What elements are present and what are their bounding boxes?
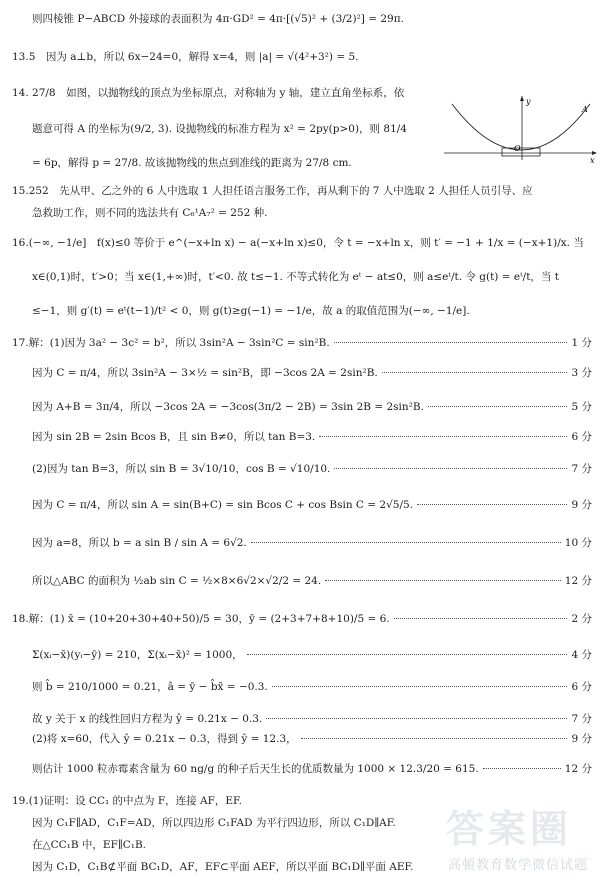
sol-18-step3: 则 b̂ = 210/1000 = 0.21，â = ȳ − b̂x̄ = −0.3. 6 分	[32, 681, 592, 693]
sol-17-step2: 因为 C = π/4，所以 3sin²A − 3×½ = sin²B，即 −3cos 2A = 2sin²B. 3 分	[32, 367, 592, 379]
sol-18-step2: Σ(xᵢ−x̄)(yᵢ−ȳ) = 210，Σ(xᵢ−x̄)² = 1000， 4 分	[32, 649, 592, 661]
sol-18-step6: 则估计 1000 粒赤霉素含量为 60 ng/g 的种子后天生长的优质数量为 1000 × 12.3/20 = 615. 12 分	[32, 763, 592, 775]
sol-19-line1: 19.(1)证明：设 CC₁ 的中点为 F，连接 AF，EF.	[12, 795, 243, 807]
origin-label: O	[514, 144, 521, 153]
watermark-logo-icon: 答案圈	[445, 807, 572, 851]
sol-14-line2: 题意可得 A 的坐标为(9/2, 3). 设抛物线的标准方程为 x² = 2py(p>0)，则 81/4	[32, 123, 407, 135]
lamp-box	[502, 148, 540, 156]
sol-14-line3: = 6p，解得 p = 27/8. 故该抛物线的焦点到准线的距离为 27/8 cm.	[32, 157, 352, 169]
sol-19-line3: 在△CC₁B 中，EF∥C₁B.	[32, 839, 147, 851]
sol-14-line1: 14. 27/8 如图，以抛物线的顶点为坐标原点，对称轴为 y 轴，建立直角坐标系，依	[12, 87, 405, 99]
sol-17-step7: 因为 a=8，所以 b = a sin B / sin A = 6√2. 10 分	[32, 537, 592, 549]
sol-16-line3: ≤−1，则 g′(t) = eᵗ(t−1)/t² < 0，则 g(t)≥g(−1) = −1/e，故 a 的取值范围为(−∞, −1/e].	[32, 305, 470, 317]
sol-17-step1: 17.解：(1)因为 3a² − 3c² = b²，所以 3sin²A − 3sin²C = sin²B. 1 分	[12, 337, 592, 349]
parabola-curve	[452, 104, 590, 150]
sol-17-step5: (2)因为 tan B=3，所以 sin B = 3√10/10，cos B = √10/10. 7 分	[32, 463, 592, 475]
point-a-label: A	[582, 105, 588, 114]
sol-19-line4: 因为 C₁D，C₁B⊄平面 BC₁D，AF，EF⊂平面 AEF，所以平面 BC₁D∥平面 AEF.	[32, 861, 414, 873]
sol-15-line2: 急救助工作，则不同的选法共有 C₆¹A₇² = 252 种.	[32, 207, 268, 219]
x-axis-arrow	[592, 151, 597, 155]
sol-12-tail: 则四棱锥 P−ABCD 外接球的表面积为 4π·GD² = 4π·[(√5)² + (3/2)²] = 29π.	[32, 13, 404, 25]
watermark	[382, 807, 602, 881]
x-axis-label: x	[590, 156, 595, 165]
sol-16-line2: x∈(0,1)时，t′>0；当 x∈(1,+∞)时，t′<0. 故 t≤−1. 不等式转化为 eᵗ − at≤0，则 a≤eᵗ/t. 令 g(t) = eᵗ/t，当 t	[32, 271, 559, 283]
sol-15-line1: 15.252 先从甲、乙之外的 6 人中选取 1 人担任语言服务工作，再从剩下的 7 人中选取 2 人担任人员引导、应	[12, 185, 533, 197]
sol-16-line1: 16.(−∞, −1/e] f(x)≤0 等价于 e^(−x+ln x) − a(−x+ln x)≤0，令 t = −x+ln x，则 t′ = −1 + 1/x = (−x+1)/x. 当	[12, 237, 584, 249]
watermark-text: 高頓教育数学微信试题	[447, 858, 588, 873]
sol-18-step1: 18.解：(1) x̄ = (10+20+30+40+50)/5 = 30，ȳ = (2+3+7+8+10)/5 = 6. 2 分	[12, 613, 592, 625]
sol-17-step4: 因为 sin 2B = 2sin Bcos B，且 sin B≠0，所以 tan B=3. 6 分	[32, 431, 592, 443]
y-axis-label: y	[526, 97, 531, 106]
sol-17-step3: 因为 A+B = 3π/4，所以 −3cos 2A = −3cos(3π/2 − 2B) = 3sin 2B = 2sin²B. 5 分	[32, 401, 592, 413]
y-axis-arrow	[520, 96, 524, 101]
sol-17-step6: 因为 C = π/4，所以 sin A = sin(B+C) = sin Bcos C + cos Bsin C = 2√5/5. 9 分	[32, 499, 592, 511]
sol-13: 13.5 因为 a⊥b，所以 6x−24=0，解得 x=4，则 |a| = √(4²+3²) = 5.	[12, 51, 359, 63]
sol-18-step5: (2)将 x=60，代入 ŷ = 0.21x − 0.3，得到 ŷ = 12.3， 9 分	[32, 733, 592, 745]
sol-18-step4: 故 y 关于 x 的线性回归方程为 ŷ = 0.21x − 0.3. 7 分	[32, 713, 592, 725]
sol-17-step8: 所以△ABC 的面积为 ½ab sin C = ½×8×6√2×√2/2 = 24. 12 分	[32, 575, 592, 587]
parabola-diagram	[442, 96, 597, 166]
sol-19-line2: 因为 C₁F∥AD，C₁F=AD，所以四边形 C₁FAD 为平行四边形，所以 C₁D∥AF.	[32, 817, 396, 829]
